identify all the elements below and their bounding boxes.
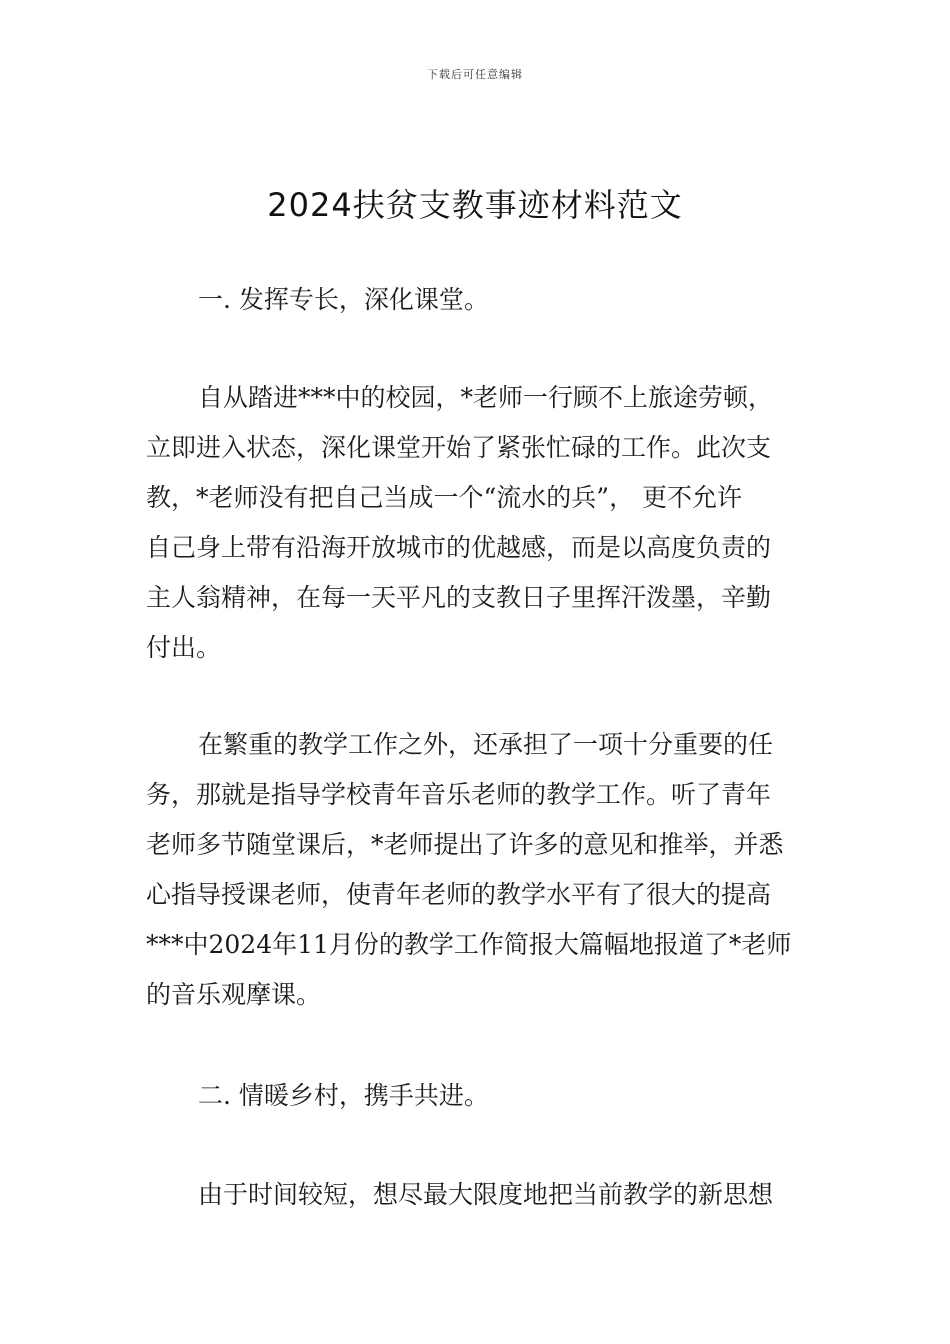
paragraph-line: 心指导授课老师，使青年老师的教学水平有了很大的提高 bbox=[146, 880, 772, 909]
section-heading-2: 二. 情暖乡村，携手共进。 bbox=[198, 1081, 489, 1110]
paragraph-1 bbox=[146, 373, 810, 673]
paragraph-line: 在繁重的教学工作之外，还承担了一项十分重要的任 bbox=[198, 730, 774, 759]
section-heading-1: 一. 发挥专长，深化课堂。 bbox=[198, 285, 489, 314]
paragraph-line: 教，*老师没有把自己当成一个“流水的兵”， 更不允许 bbox=[146, 483, 743, 512]
paragraph-line: 主人翁精神，在每一天平凡的支教日子里挥汗泼墨，辛勤 bbox=[146, 583, 772, 612]
paragraph-line: 由于时间较短，想尽最大限度地把当前教学的新思想 bbox=[198, 1180, 774, 1209]
paragraph-line: 老师多节随堂课后，*老师提出了许多的意见和推举，并悉 bbox=[146, 830, 784, 859]
paragraph-line: ***中2024年11月份的教学工作简报大篇幅地报道了*老师 bbox=[146, 930, 792, 959]
paragraph-line: 的音乐观摩课。 bbox=[146, 980, 322, 1009]
paragraph-line: 自己身上带有沿海开放城市的优越感，而是以高度负责的 bbox=[146, 533, 772, 562]
paragraph-3 bbox=[146, 1170, 810, 1220]
document-title: 2024扶贫支教事迹材料范文 bbox=[267, 186, 683, 224]
paragraph-line: 立即进入状态，深化课堂开始了紧张忙碌的工作。此次支 bbox=[146, 433, 772, 462]
paragraph-line: 付出。 bbox=[146, 633, 222, 662]
header-note: 下载后可任意编辑 bbox=[427, 68, 523, 81]
paragraph-line: 务，那就是指导学校青年音乐老师的教学工作。听了青年 bbox=[146, 780, 772, 809]
paragraph-line: 自从踏进***中的校园，*老师一行顾不上旅途劳顿， bbox=[198, 383, 774, 412]
paragraph-2 bbox=[146, 720, 810, 1020]
